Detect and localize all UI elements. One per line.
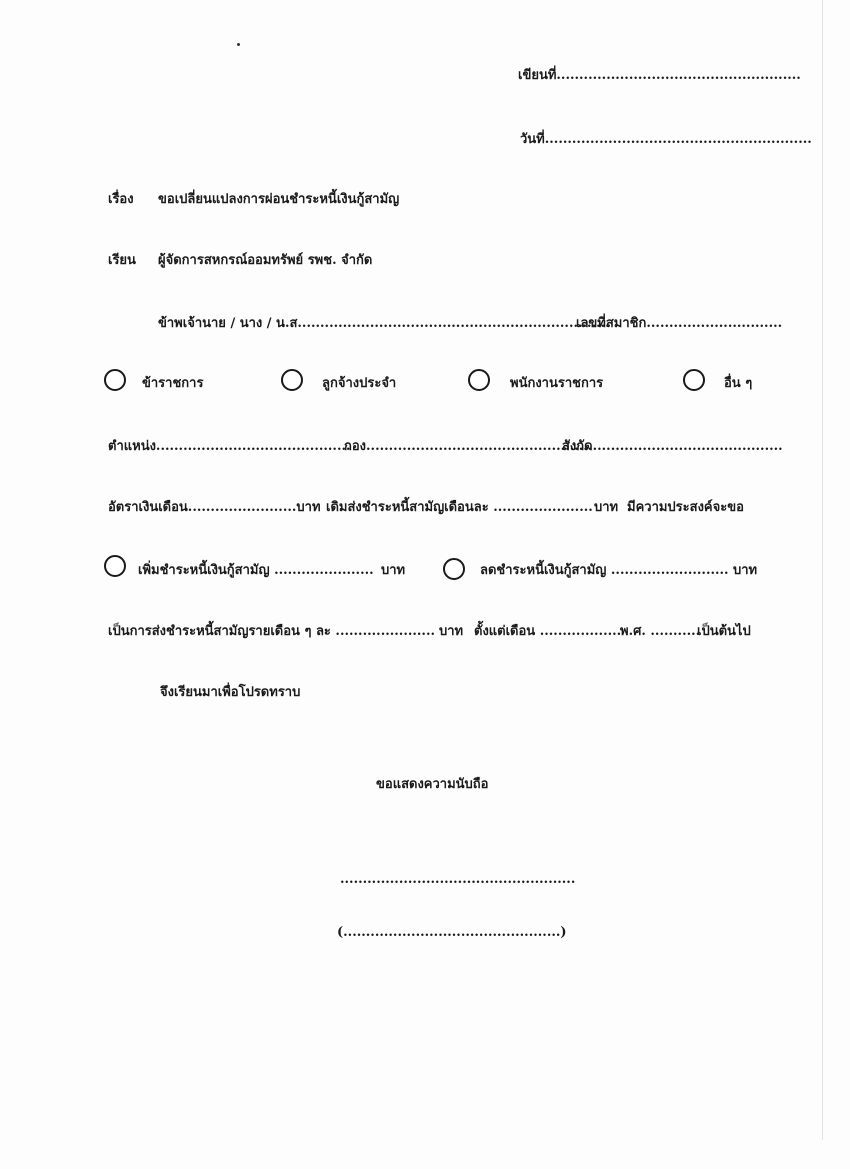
increase-unit: บาท <box>381 563 406 578</box>
signature-name-field[interactable]: (................................................) <box>337 925 567 940</box>
division-field[interactable]: กอง.................................................. <box>344 439 593 454</box>
date-field[interactable]: วันที่........................................................... <box>520 132 812 147</box>
monthly-payment-field[interactable]: เป็นการส่งชำระหนี้สามัญรายเดือน ๆ ละ ...................... <box>108 624 435 639</box>
salary-field[interactable]: อัตราเงินเดือน........................บาท <box>108 500 321 515</box>
monthly-payment-unit: บาท <box>439 624 464 639</box>
option-government-employee: พนักงานราชการ <box>510 376 604 391</box>
regards-text: ขอแสดงความนับถือ <box>376 777 489 792</box>
onward-text: เป็นต้นไป <box>697 624 751 639</box>
start-month-field[interactable]: ตั้งแต่เดือน .................. <box>474 624 622 639</box>
signature-line[interactable]: .................................................... <box>340 872 576 887</box>
radio-other[interactable] <box>683 369 705 391</box>
to-label: เรียน <box>108 253 136 268</box>
speck <box>237 43 240 46</box>
decrease-field[interactable]: ลดชำระหนี้เงินกู้สามัญ .......................... <box>480 563 729 578</box>
closing-text: จึงเรียนมาเพื่อโปรดทราบ <box>160 685 301 700</box>
radio-permanent-employee[interactable] <box>281 369 303 391</box>
radio-government-employee[interactable] <box>468 369 490 391</box>
wish-text: มีความประสงค์จะขอ <box>627 500 744 515</box>
subject-text: ขอเปลี่ยนแปลงการผ่อนชำระหนี้เงินกู้สามัญ <box>158 192 400 207</box>
radio-civil-servant[interactable] <box>104 369 126 391</box>
radio-decrease[interactable] <box>443 558 465 580</box>
affiliation-field[interactable]: สังกัด.......................................... <box>562 439 783 454</box>
subject-label: เรื่อง <box>108 192 134 207</box>
option-other: อื่น ๆ <box>724 376 753 391</box>
year-field[interactable]: พ.ศ. ........... <box>620 624 701 639</box>
decrease-unit: บาท <box>733 563 758 578</box>
position-field[interactable]: ตำแหน่ง........................................... <box>108 439 351 454</box>
option-permanent-employee: ลูกจ้างประจำ <box>322 376 397 391</box>
current-payment-unit: บาท <box>594 500 619 515</box>
option-civil-servant: ข้าราชการ <box>142 376 204 391</box>
written-at-field[interactable]: เขียนที่...................................................... <box>518 68 801 83</box>
name-field[interactable]: ข้าพเจ้านาย / นาง / น.ส..................................................................... <box>158 316 610 331</box>
increase-field[interactable]: เพิ่มชำระหนี้เงินกู้สามัญ ...................... <box>138 563 374 578</box>
page-edge <box>822 0 823 1140</box>
member-no-field[interactable]: เลขที่สมาชิก.............................. <box>576 316 783 331</box>
current-payment-field[interactable]: เดิมส่งชำระหนี้สามัญเดือนละ ...................... <box>326 500 593 515</box>
radio-increase[interactable] <box>104 555 126 577</box>
to-text: ผู้จัดการสหกรณ์ออมทรัพย์ รพช. จำกัด <box>158 253 373 268</box>
